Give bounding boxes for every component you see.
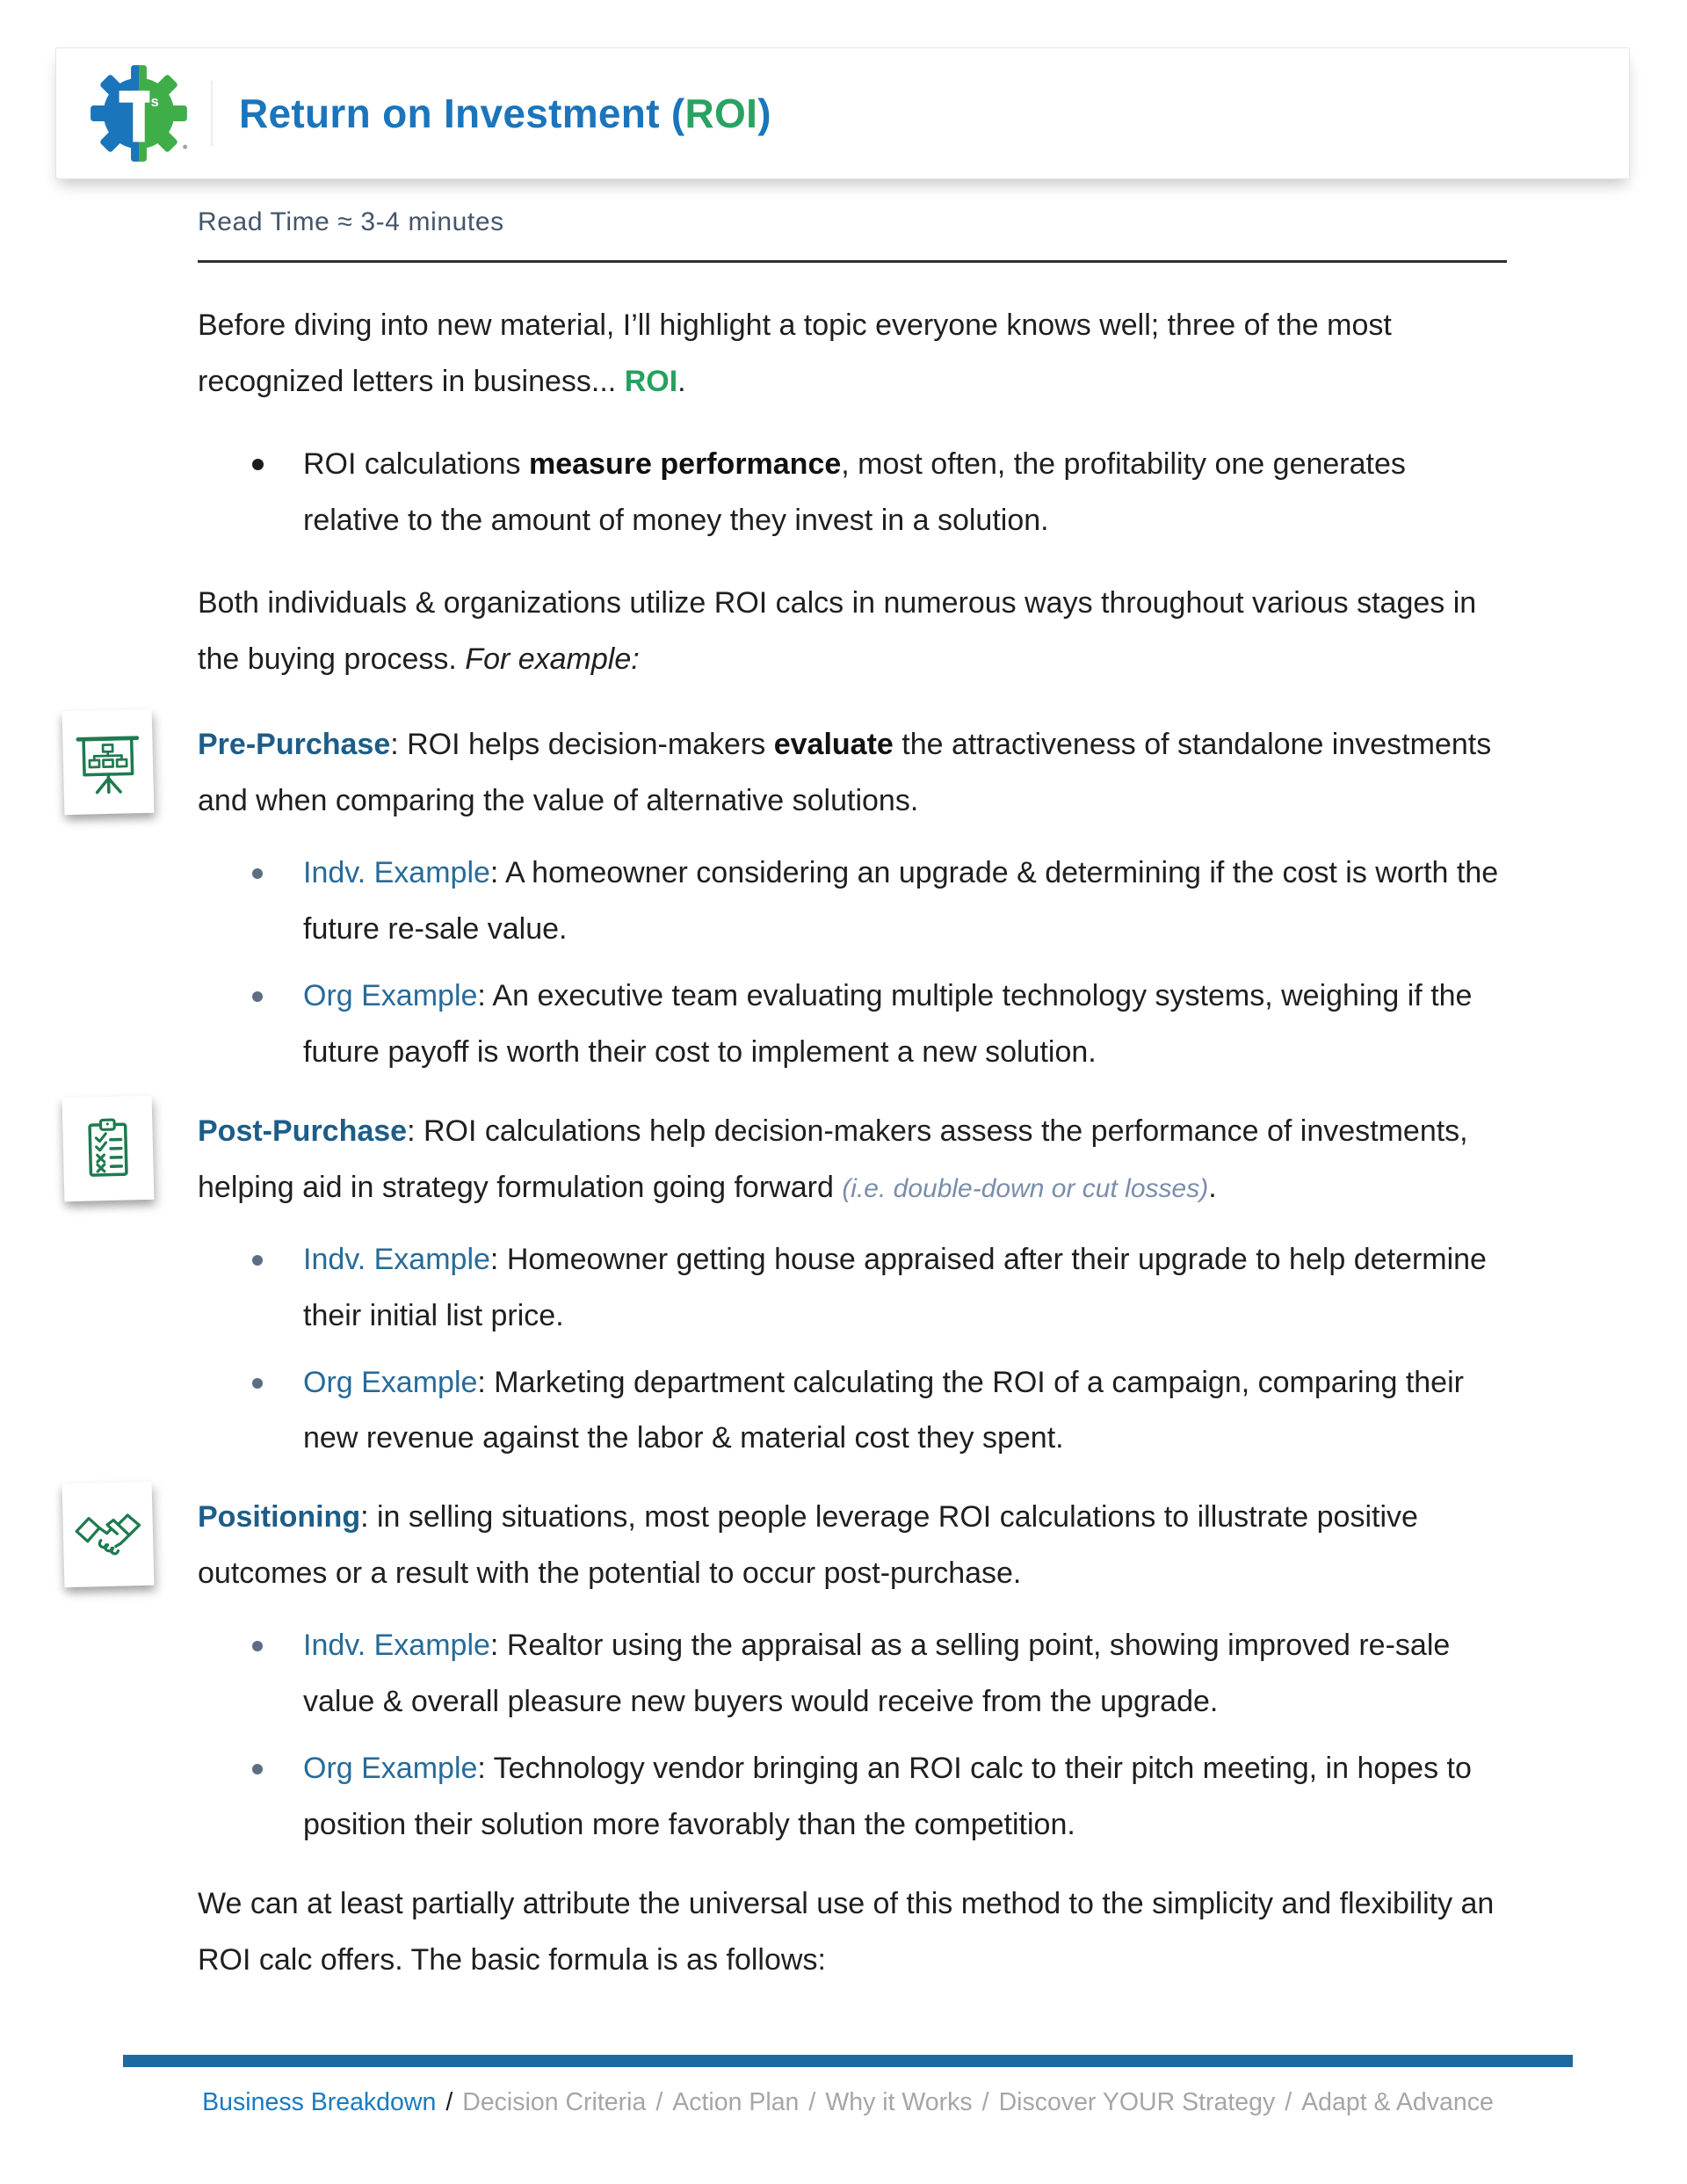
section-bold-text: evaluate [773,728,894,762]
list-item [252,437,1507,549]
example-text: : Homeowner getting house appraised after their upgrade to help determine their initial list price. [303,1242,1487,1332]
header-rule [198,260,1507,263]
list-item [252,1741,1507,1854]
logo-divider [211,81,213,146]
intro-text-end: . [677,364,686,398]
for-example-italic: For example: [465,642,640,676]
bullet-bold-text: measure performance [529,446,842,481]
example-text: : A homeowner considering an upgrade & determining if the cost is worth the future re-sale value. [303,856,1499,947]
title-main: Return on Investment ( [239,91,685,136]
footer-nav-item-decision-criteria[interactable]: Decision Criteria [462,2088,647,2116]
handshake-icon [62,1482,155,1587]
section-text: : ROI calculations help decision-makers assess the performance of investments, helping aid in strategy formulation going forward [198,1114,1468,1204]
example-list [198,1618,1507,1854]
gear-logo-icon [90,64,188,163]
example-label: Indv. Example [303,856,490,890]
section-text: : in selling situations, most people leverage ROI calculations to illustrate positive outcomes or a result with the potential to occur post-purchase. [198,1500,1418,1591]
usage-text: Both individuals & organizations utilize ROI calcs in numerous ways throughout various stages in the buying process. [198,585,1477,676]
example-text: : Marketing department calculating the ROI of a campaign, comparing their new revenue against the labor & material cost they spent. [303,1365,1464,1455]
section-note-italic: (i.e. double-down or cut losses) [842,1173,1209,1203]
article-body [198,207,1507,2015]
intro-text: Before diving into new material, I’ll highlight a topic everyone knows well; three of the most recognized letters in business... [198,308,1392,398]
section-heading: Pre-Purchase [198,728,391,762]
section-heading: Post-Purchase [198,1114,408,1148]
example-label: Org Example [303,979,478,1013]
footer-nav-item-business-breakdown[interactable]: Business Breakdown [202,2088,437,2116]
bullet-text-end: , most often, the profitability one generates relative to the amount of money they invest in a solution. [303,446,1406,537]
list-item [252,969,1507,1081]
example-label: Indv. Example [303,1242,490,1276]
footer-separator: / [808,2088,816,2116]
usage-paragraph [198,576,1507,688]
section-pre-purchase [198,717,1507,1080]
section-lead [198,717,1507,830]
example-list [198,1232,1507,1468]
footer-bar [123,2055,1573,2067]
header-card [55,47,1630,179]
example-label: Org Example [303,1365,478,1399]
section-text: : ROI helps decision-makers [390,728,774,762]
checklist-clipboard-icon [62,1096,155,1201]
intro-bullet-list [198,437,1507,549]
section-post-purchase [198,1104,1507,1467]
list-item [252,1355,1507,1468]
example-text: : Realtor using the appraisal as a selling point, showing improved re-sale value & overall pleasure new buyers would receive from the upgrade. [303,1629,1451,1719]
svg-text:s: s [150,93,159,111]
footer-nav-item-action-plan[interactable]: Action Plan [672,2088,800,2116]
list-item [252,1232,1507,1345]
roi-highlight: ROI [624,364,678,398]
bullet-text: ROI calculations [303,446,529,481]
footer-nav-item-adapt-advance[interactable]: Adapt & Advance [1301,2088,1494,2116]
example-label: Org Example [303,1751,478,1785]
title-close: ) [757,91,771,136]
example-text: : An executive team evaluating multiple technology systems, weighing if the future payoff is worth their cost to implement a new solution. [303,979,1473,1069]
footer-separator: / [655,2088,663,2116]
presentation-board-icon [62,709,155,815]
section-text-end: the attractiveness of standalone investments and when comparing the value of alternative solutions. [198,728,1492,818]
list-item [252,1618,1507,1731]
read-time: Read Time ≈ 3-4 minutes [198,207,504,236]
intro-paragraph [198,298,1507,410]
list-item [252,845,1507,958]
page-title [239,90,771,137]
title-roi: ROI [684,91,758,136]
footer-separator: / [1285,2088,1292,2116]
section-lead [198,1490,1507,1602]
footer-nav-item-why-it-works[interactable]: Why it Works [825,2088,973,2116]
section-text-end: . [1208,1170,1217,1204]
example-label: Indv. Example [303,1629,490,1663]
closing-paragraph: We can at least partially attribute the universal use of this method to the simplicity and flexibility an ROI calc offers. The basic formula is as follows: [198,1886,1495,1977]
footer-nav [123,2088,1573,2117]
footer-nav-item-discover-your-strategy[interactable]: Discover YOUR Strategy [998,2088,1276,2116]
section-heading: Positioning [198,1500,361,1535]
section-positioning [198,1490,1507,1853]
example-list [198,845,1507,1081]
footer-separator: / [981,2088,989,2116]
example-text: : Technology vendor bringing an ROI calc to their pitch meeting, in hopes to position their solution more favorably than the competition. [303,1751,1472,1841]
section-lead [198,1104,1507,1216]
footer-separator: / [445,2088,453,2116]
